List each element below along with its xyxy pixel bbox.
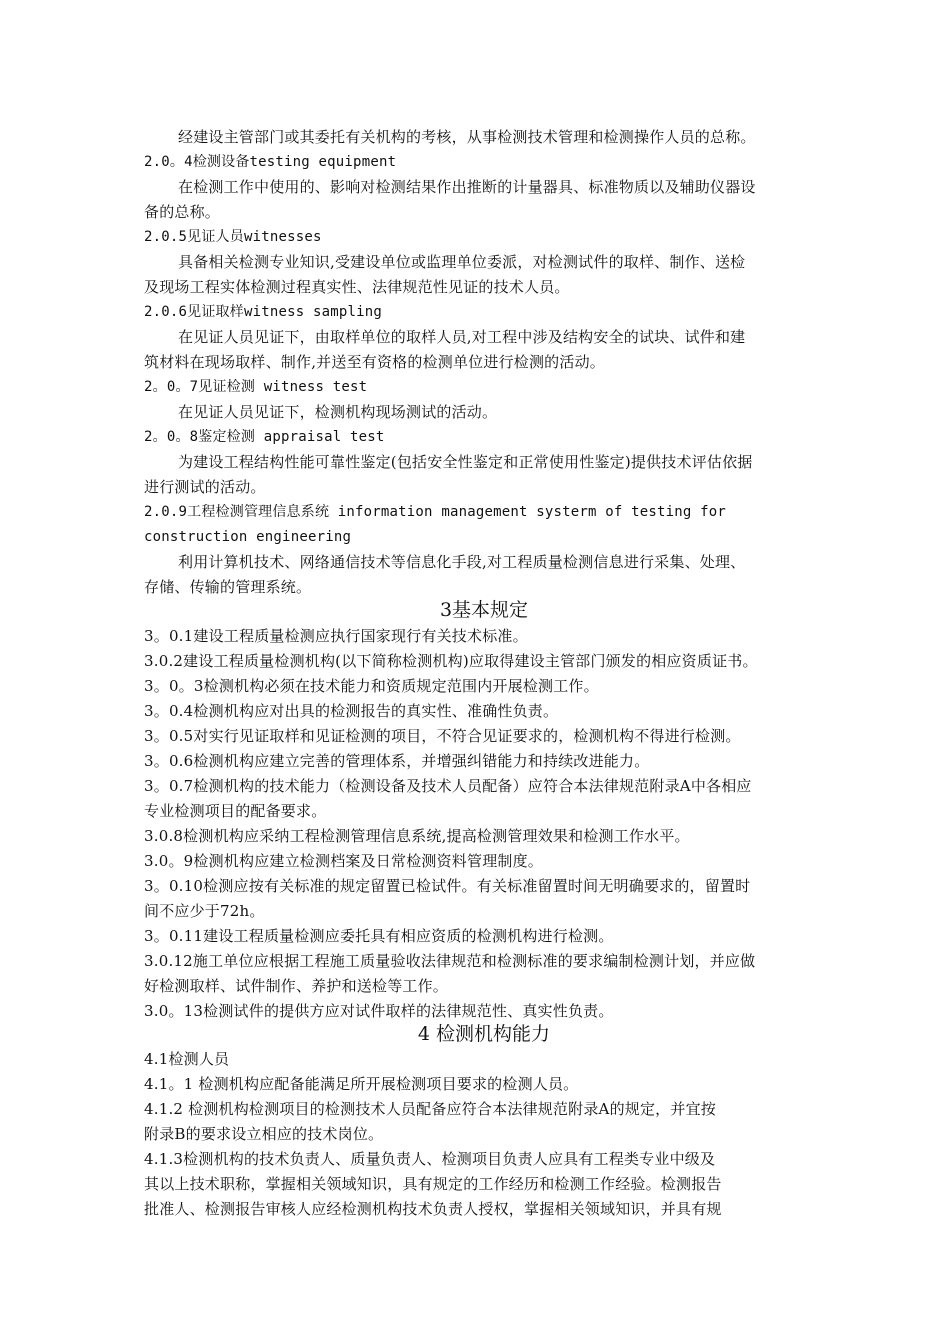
term-heading-2-0-9-cont: construction engineering <box>144 529 352 545</box>
clause-line: 4.1.3检测机构的技术负责人、质量负责人、检测项目负责人应具有工程类专业中级及 <box>144 1150 716 1168</box>
term-heading-2-0-9: 2.0.9工程检测管理信息系统 information management systerm of testing for <box>144 504 727 520</box>
term-heading-2-0-6: 2.0.6见证取样witness sampling <box>144 304 383 320</box>
term-heading-2-0-4: 2.0。4检测设备testing equipment <box>144 154 397 170</box>
clause-line: 3.0。9检测机构应建立检测档案及日常检测资料管理制度。 <box>144 852 544 870</box>
clause-line: 3.0.2建设工程质量检测机构(以下简称检测机构)应取得建设主管部门颁发的相应资质证书。 <box>144 652 758 670</box>
paragraph-line: 经建设主管部门或其委托有关机构的考核，从事检测技术管理和检测操作人员的总称。 <box>178 128 756 146</box>
paragraph-line: 在见证人员见证下，检测机构现场测试的活动。 <box>178 403 498 421</box>
paragraph-line: 利用计算机技术、网络通信技术等信息化手段,对工程质量检测信息进行采集、处理、 <box>178 553 746 571</box>
paragraph-line: 为建设工程结构性能可靠性鉴定(包括安全性鉴定和正常使用性鉴定)提供技术评估依据 <box>178 453 753 471</box>
paragraph-line: 及现场工程实体检测过程真实性、法律规范性见证的技术人员。 <box>144 278 570 296</box>
section-heading-4: 4 检测机构能力 <box>417 1023 551 1045</box>
section-heading-3: 3基本规定 <box>439 599 529 621</box>
clause-line: 3.0.8检测机构应采纳工程检测管理信息系统,提高检测管理效果和检测工作水平。 <box>144 827 690 845</box>
term-heading-2-0-8: 2。0。8鉴定检测 appraisal test <box>144 429 385 445</box>
clause-line: 3。0.7检测机构的技术能力（检测设备及技术人员配备）应符合本法律规范附录A中各相应 <box>144 777 752 795</box>
clause-line: 3。0.4检测机构应对出具的检测报告的真实性、准确性负责。 <box>144 702 559 720</box>
clause-line: 3.0。13检测试件的提供方应对试件取样的法律规范性、真实性负责。 <box>144 1002 614 1020</box>
clause-line: 3。0.11建设工程质量检测应委托具有相应资质的检测机构进行检测。 <box>144 927 614 945</box>
subsection-heading-4-1: 4.1检测人员 <box>144 1050 230 1068</box>
clause-line: 3。0.5对实行见证取样和见证检测的项目，不符合见证要求的，检测机构不得进行检测。 <box>144 727 741 745</box>
clause-line: 附录B的要求设立相应的技术岗位。 <box>144 1125 384 1143</box>
paragraph-line: 备的总称。 <box>144 203 221 221</box>
clause-line: 好检测取样、试件制作、养护和送检等工作。 <box>144 977 449 995</box>
clause-line: 批准人、检测报告审核人应经检测机构技术负责人授权，掌握相关领域知识，并具有规 <box>144 1200 722 1218</box>
paragraph-line: 进行测试的活动。 <box>144 478 266 496</box>
clause-line: 3。0。3检测机构必须在技术能力和资质规定范围内开展检测工作。 <box>144 677 599 695</box>
clause-line: 其以上技术职称，掌握相关领域知识，具有规定的工作经历和检测工作经验。检测报告 <box>144 1175 722 1193</box>
clause-line: 间不应少于72h。 <box>144 902 265 920</box>
clause-line: 3。0.1建设工程质量检测应执行国家现行有关技术标准。 <box>144 627 528 645</box>
paragraph-line: 在检测工作中使用的、影响对检测结果作出推断的计量器具、标准物质以及辅助仪器设 <box>178 178 756 196</box>
clause-line: 专业检测项目的配备要求。 <box>144 802 327 820</box>
clause-line: 3。0.10检测应按有关标准的规定留置已检试件。有关标准留置时间无明确要求的，留置时 <box>144 877 751 895</box>
clause-line: 4.1。1 检测机构应配备能满足所开展检测项目要求的检测人员。 <box>144 1075 579 1093</box>
clause-line: 3。0.6检测机构应建立完善的管理体系，并增强纠错能力和持续改进能力。 <box>144 752 650 770</box>
term-heading-2-0-5: 2.0.5见证人员witnesses <box>144 229 322 245</box>
paragraph-line: 具备相关检测专业知识,受建设单位或监理单位委派，对检测试件的取样、制作、送检 <box>178 253 746 271</box>
paragraph-line: 筑材料在现场取样、制作,并送至有资格的检测单位进行检测的活动。 <box>144 353 605 371</box>
clause-line: 4.1.2 检测机构检测项目的检测技术人员配备应符合本法律规范附录A的规定，并宜按 <box>144 1100 716 1118</box>
paragraph-line: 在见证人员见证下，由取样单位的取样人员,对工程中涉及结构安全的试块、试件和建 <box>178 328 746 346</box>
term-heading-2-0-7: 2。0。7见证检测 witness test <box>144 379 368 395</box>
clause-line: 3.0.12施工单位应根据工程施工质量验收法律规范和检测标准的要求编制检测计划，并应做 <box>144 952 756 970</box>
paragraph-line: 存储、传输的管理系统。 <box>144 578 312 596</box>
